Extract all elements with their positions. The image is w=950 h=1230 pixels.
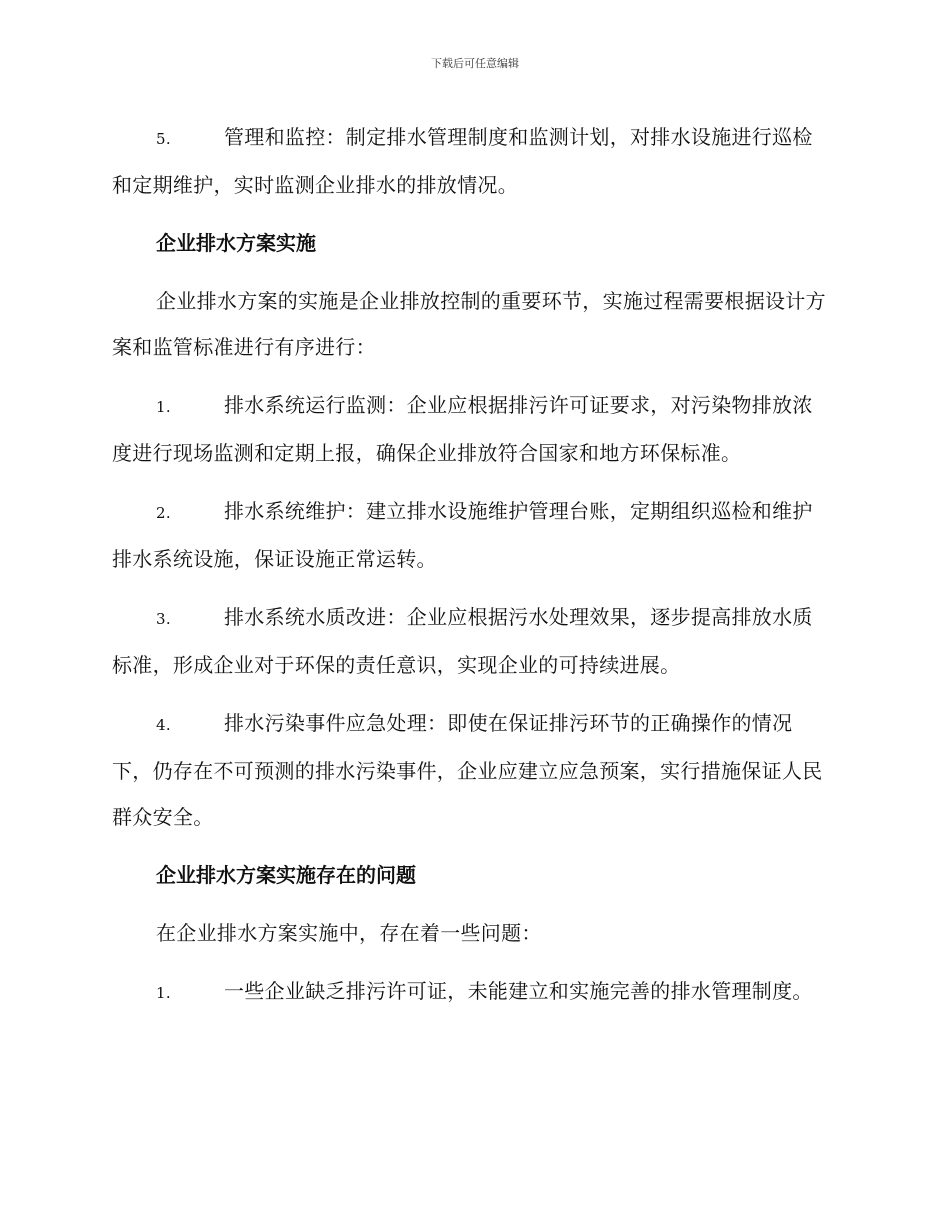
list-item-text: 一些企业缺乏排污许可证，未能建立和实施完善的排水管理制度。 [224,979,813,1003]
list-number: 2. [156,504,171,522]
list-item-3 [112,594,832,688]
problems-intro-paragraph: 在企业排水方案实施中，存在着一些问题： [156,921,542,945]
list-number: 5. [156,130,171,148]
document-body [112,114,832,1028]
header-note: 下载后可任意编辑 [431,57,519,70]
list-item-text: 排水系统运行监测：企业应根据排污许可证要求，对污染物排放浓度进行现场监测和定期上报，确保企业排放符合国家和地方环保标准。 [112,393,813,465]
list-item-text: 排水系统水质改进：企业应根据污水处理效果，逐步提高排放水质标准，形成企业对于环保的责任意识，实现企业的可持续进展。 [112,605,813,677]
list-number: 1. [156,398,171,416]
list-item-text: 排水系统维护：建立排水设施维护管理台账，定期组织巡检和维护排水系统设施，保证设施正常运转。 [112,499,813,571]
list-number: 3. [156,610,171,628]
list-number: 4. [156,716,171,734]
list-item-1 [112,382,832,476]
section-heading-problems: 企业排水方案实施存在的问题 [156,863,416,887]
list-item-text: 排水污染事件应急处理：即使在保证排污环节的正确操作的情况下，仍存在不可预测的排水污染事件，企业应建立应急预案，实行措施保证人民群众安全。 [112,711,823,829]
list-item-2 [112,488,832,582]
intro-paragraph: 企业排水方案的实施是企业排放控制的重要环节，实施过程需要根据设计方案和监管标准进行有序进行： [112,289,826,359]
list-item-text: 管理和监控：制定排水管理制度和监测计划，对排水设施进行巡检和定期维护，实时监测企业排水的排放情况。 [112,125,813,197]
list-number: 1. [156,984,171,1002]
problem-item-1 [112,968,832,1016]
list-item-5 [112,114,832,208]
list-item-4 [112,700,832,840]
section-heading-implementation: 企业排水方案实施 [156,231,316,255]
